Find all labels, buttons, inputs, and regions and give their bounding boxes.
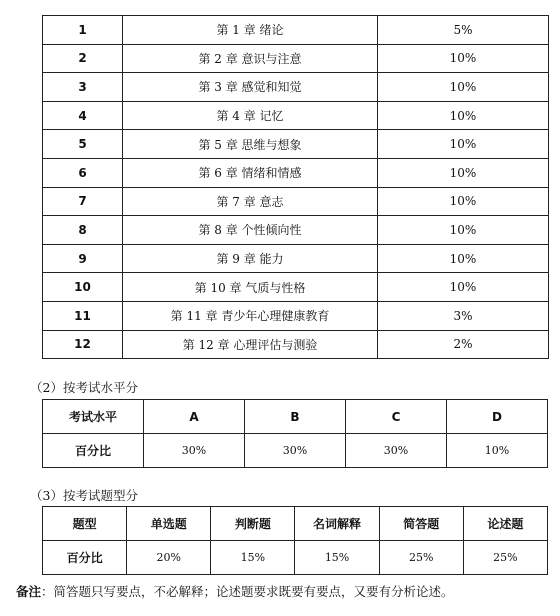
table-row: [43, 158, 549, 187]
chapter-number-cell: 4: [43, 101, 123, 130]
chapter-percent-cell: 10%: [378, 187, 549, 216]
level-header-label: 考试水平: [43, 400, 144, 434]
chapter-number-cell: 8: [43, 216, 123, 245]
question-type-table: [42, 506, 548, 575]
chapter-number-cell: 2: [43, 44, 123, 73]
remark-text: ：简答题只写要点，不必解释；论述题要求既要有要点，又要有分析论述。: [41, 584, 454, 599]
level-b-value: 30%: [245, 434, 346, 468]
chapter-title-cell: 第 4 章 记忆: [123, 101, 378, 130]
level-d-header: D: [447, 400, 548, 434]
level-c-header: C: [346, 400, 447, 434]
chapter-title-cell: 第 12 章 心理评估与测验: [123, 330, 378, 359]
type-single-choice-value: 20%: [127, 541, 211, 575]
level-section-label: （2）按考试水平分: [30, 380, 138, 395]
chapter-percent-cell: 10%: [378, 158, 549, 187]
chapter-number-cell: 3: [43, 73, 123, 102]
table-row: [43, 330, 549, 359]
level-d-value: 10%: [447, 434, 548, 468]
chapter-percent-cell: 10%: [378, 101, 549, 130]
chapter-title-cell: 第 11 章 青少年心理健康教育: [123, 301, 378, 330]
table-row: [43, 273, 549, 302]
chapter-title-cell: 第 7 章 意志: [123, 187, 378, 216]
type-header-label: 题型: [43, 507, 127, 541]
chapter-percent-cell: 10%: [378, 244, 549, 273]
chapter-percent-cell: 2%: [378, 330, 549, 359]
type-short-answer-value: 25%: [379, 541, 463, 575]
table-row: [43, 16, 549, 45]
chapter-number-cell: 12: [43, 330, 123, 359]
table-row: [43, 400, 548, 434]
chapter-number-cell: 1: [43, 16, 123, 45]
table-row: [43, 101, 549, 130]
chapter-title-cell: 第 8 章 个性倾向性: [123, 216, 378, 245]
table-row: [43, 507, 548, 541]
type-essay-header: 论述题: [463, 507, 547, 541]
type-row-label: 百分比: [43, 541, 127, 575]
chapter-title-cell: 第 2 章 意识与注意: [123, 44, 378, 73]
chapter-table-body: [43, 16, 549, 359]
chapter-distribution-table: [42, 15, 549, 359]
chapter-number-cell: 11: [43, 301, 123, 330]
chapter-percent-cell: 10%: [378, 73, 549, 102]
chapter-percent-cell: 5%: [378, 16, 549, 45]
level-b-header: B: [245, 400, 346, 434]
table-row: [43, 130, 549, 159]
chapter-title-cell: 第 1 章 绪论: [123, 16, 378, 45]
level-c-value: 30%: [346, 434, 447, 468]
table-row: [43, 301, 549, 330]
type-essay-value: 25%: [463, 541, 547, 575]
table-row: [43, 216, 549, 245]
type-true-false-value: 15%: [211, 541, 295, 575]
type-term-explanation-value: 15%: [295, 541, 379, 575]
chapter-title-cell: 第 5 章 思维与想象: [123, 130, 378, 159]
chapter-title-cell: 第 3 章 感觉和知觉: [123, 73, 378, 102]
type-section-label: （3）按考试题型分: [30, 488, 138, 503]
type-term-explanation-header: 名词解释: [295, 507, 379, 541]
remark-note: [16, 582, 454, 600]
table-row: [43, 541, 548, 575]
type-short-answer-header: 简答题: [379, 507, 463, 541]
chapter-title-cell: 第 10 章 气质与性格: [123, 273, 378, 302]
table-row: [43, 434, 548, 468]
chapter-number-cell: 9: [43, 244, 123, 273]
chapter-percent-cell: 10%: [378, 130, 549, 159]
type-single-choice-header: 单选题: [127, 507, 211, 541]
type-true-false-header: 判断题: [211, 507, 295, 541]
table-row: [43, 44, 549, 73]
remark-label: 备注: [16, 584, 42, 599]
exam-level-table: [42, 399, 548, 468]
table-row: [43, 244, 549, 273]
table-row: [43, 187, 549, 216]
chapter-percent-cell: 10%: [378, 273, 549, 302]
level-a-value: 30%: [144, 434, 245, 468]
chapter-number-cell: 6: [43, 158, 123, 187]
chapter-number-cell: 10: [43, 273, 123, 302]
chapter-percent-cell: 10%: [378, 44, 549, 73]
level-row-label: 百分比: [43, 434, 144, 468]
level-a-header: A: [144, 400, 245, 434]
chapter-percent-cell: 3%: [378, 301, 549, 330]
chapter-title-cell: 第 9 章 能力: [123, 244, 378, 273]
chapter-title-cell: 第 6 章 情绪和情感: [123, 158, 378, 187]
chapter-number-cell: 7: [43, 187, 123, 216]
table-row: [43, 73, 549, 102]
chapter-percent-cell: 10%: [378, 216, 549, 245]
chapter-number-cell: 5: [43, 130, 123, 159]
